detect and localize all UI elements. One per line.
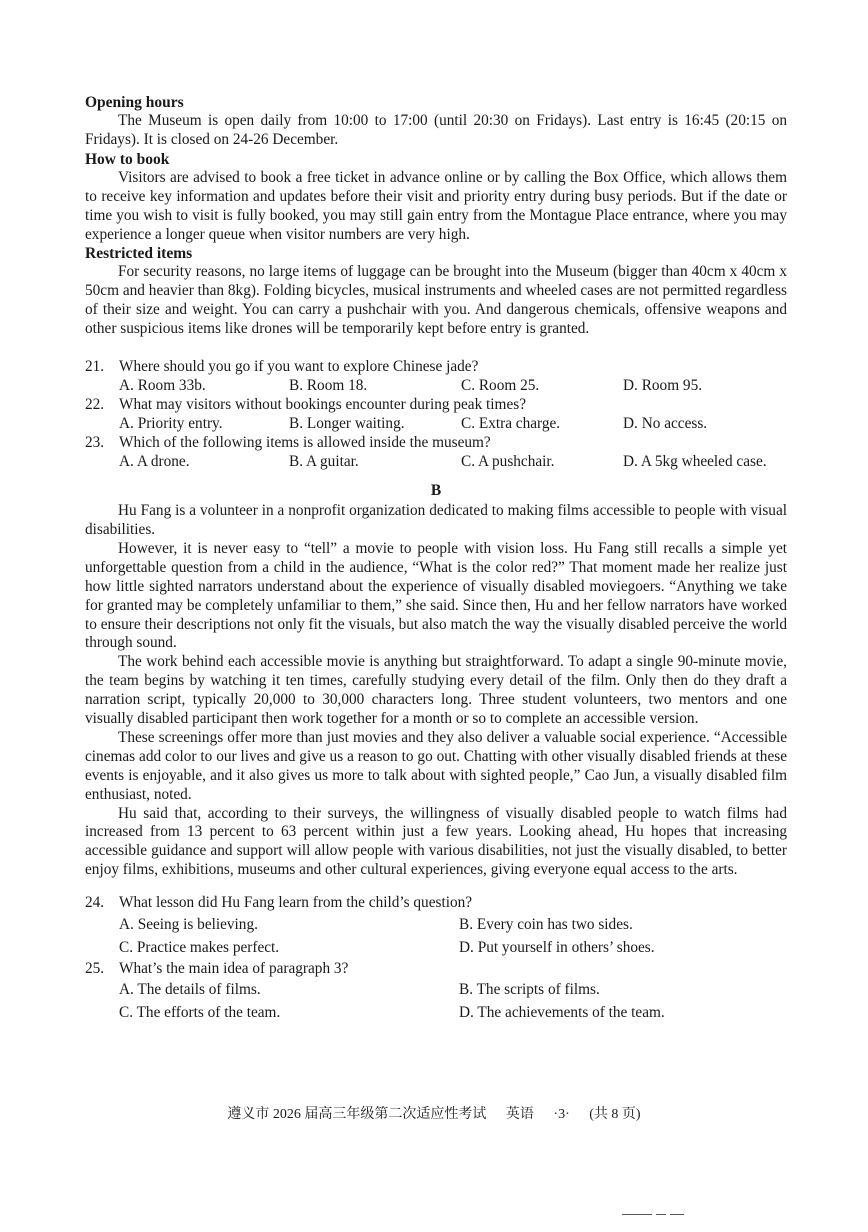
exam-page (85, 93, 787, 1024)
question-text: What lesson did Hu Fang learn from the child’s question? (119, 894, 473, 912)
passage-b-paragraph-1: Hu Fang is a volunteer in a nonprofit organization dedicated to making films accessible to people with visual disabilities. (85, 502, 787, 538)
question-24 (85, 892, 787, 959)
footer-subject: 英语 (505, 1107, 534, 1122)
option-b: B. Every coin has two sides. (459, 916, 633, 934)
page-footer (0, 1106, 868, 1124)
footer-page-number: ·3· (553, 1107, 570, 1122)
footer-exam-title: 遵义市 2026 届高三年级第二次适应性考试 (227, 1107, 487, 1122)
option-c: C. A pushchair. (461, 453, 555, 471)
option-c: C. Practice makes perfect. (119, 938, 280, 956)
option-a: A. Seeing is believing. (119, 916, 258, 934)
option-b: B. The scripts of films. (459, 981, 600, 999)
restricted-items-text: For security reasons, no large items of luggage can be brought into the Museum (bigger than 40cm x 40cm x 50cm and heavier than 8kg). Folding bicycles, musical instruments and wheeled cases are not permitted regardless of their size and weight. You can carry a pushchair with you. And dangerous chemicals, offensive weapons and other suspicious items like drones will be temporarily kept before entry is granted. (85, 263, 787, 338)
option-a: A. Priority entry. (119, 415, 223, 433)
option-c: C. Room 25. (461, 377, 540, 395)
section-b-letter: B (430, 482, 442, 500)
option-c: C. Extra charge. (461, 415, 561, 433)
question-text: Which of the following items is allowed inside the museum? (119, 434, 491, 452)
option-d: D. Put yourself in others’ shoes. (459, 938, 655, 956)
how-to-book-text: Visitors are advised to book a free ticket in advance online or by calling the Box Office, which allows them to receive key information and updates before their visit and priority entry during busy periods. But if the date or time you wish to visit is fully booked, you may still gain entry from the Montague Place entrance, where you may experience a longer queue when visitor numbers are very high. (85, 168, 787, 243)
option-d: D. A 5kg wheeled case. (623, 453, 767, 471)
option-c: C. The efforts of the team. (119, 1003, 281, 1021)
question-22 (85, 395, 787, 433)
passage-b-paragraph-3: The work behind each accessible movie is anything but straightforward. To adapt a single 90-minute movie, the team begins by watching it ten times, carefully studying every detail of the film. Only then do they draft a narration script, typically 20,000 to 30,000 characters long. Three student volunteers, two mentors and one visually disabled participant then work together for a month or so to complete an accessible version. (85, 653, 787, 728)
passage-b-paragraph-2: However, it is never easy to “tell” a movie to people with vision loss. Hu Fang still recalls a simple yet unforgettable question from a child in the audience, “What is the color red?” That moment made her realize just how little sighted narrators understand about the experience of visually disabled moviegoers. “Anything we take for granted may be completely unfamiliar to them,” she said. Since then, Hu and her fellow narrators have worked to ensure their descriptions not only fit the visuals, but also match the way the visually disabled perceive the world through sound. (85, 539, 787, 652)
question-text: What may visitors without bookings encounter during peak times? (119, 396, 526, 414)
option-a: A. A drone. (119, 453, 190, 471)
footer-total-pages: (共 8 页) (589, 1107, 641, 1122)
how-to-book-heading: How to book (85, 150, 170, 168)
passage-b-paragraph-5: Hu said that, according to their surveys, the willingness of visually disabled people to watch films had increased from 13 percent to 63 percent within just a few years. Looking ahead, Hu hopes that increasing accessible guidance and support will allow people with various disabilities, not just the visually disabled, to better enjoy films, exhibitions, museums and other cultural experiences, giving everyone equal access to the arts. (85, 804, 787, 879)
option-a: A. Room 33b. (119, 377, 206, 395)
question-23 (85, 433, 787, 471)
scan-mark (622, 1214, 692, 1216)
restricted-items-heading: Restricted items (85, 245, 193, 263)
option-d: D. No access. (623, 415, 708, 433)
option-b: B. Longer waiting. (289, 415, 405, 433)
opening-hours-heading: Opening hours (85, 94, 184, 111)
passage-b-paragraph-4: These screenings offer more than just movies and they also deliver a valuable social experience. “Accessible cinemas add color to our lives and give us a reason to go out. Chatting with other visually disabled friends at these events is enjoyable, and it also gives us more to talk about with sighted people,” Cao Jun, a visually disabled film enthusiast, noted. (85, 728, 787, 803)
question-number: 23. (85, 434, 105, 452)
option-b: B. A guitar. (289, 453, 359, 471)
question-21 (85, 357, 787, 395)
question-number: 22. (85, 396, 105, 414)
question-number: 24. (85, 894, 105, 912)
question-25 (85, 959, 787, 1024)
question-text: Where should you go if you want to explore Chinese jade? (119, 358, 479, 376)
option-d: D. Room 95. (623, 377, 703, 395)
question-number: 21. (85, 358, 105, 376)
option-b: B. Room 18. (289, 377, 368, 395)
question-text: What’s the main idea of paragraph 3? (119, 960, 349, 978)
question-number: 25. (85, 960, 105, 978)
opening-hours-text: The Museum is open daily from 10:00 to 17:00 (until 20:30 on Fridays). Last entry is 16:45 (20:15 on Fridays). It is closed on 24-26 December. (85, 112, 787, 148)
option-d: D. The achievements of the team. (459, 1003, 665, 1021)
option-a: A. The details of films. (119, 981, 261, 999)
